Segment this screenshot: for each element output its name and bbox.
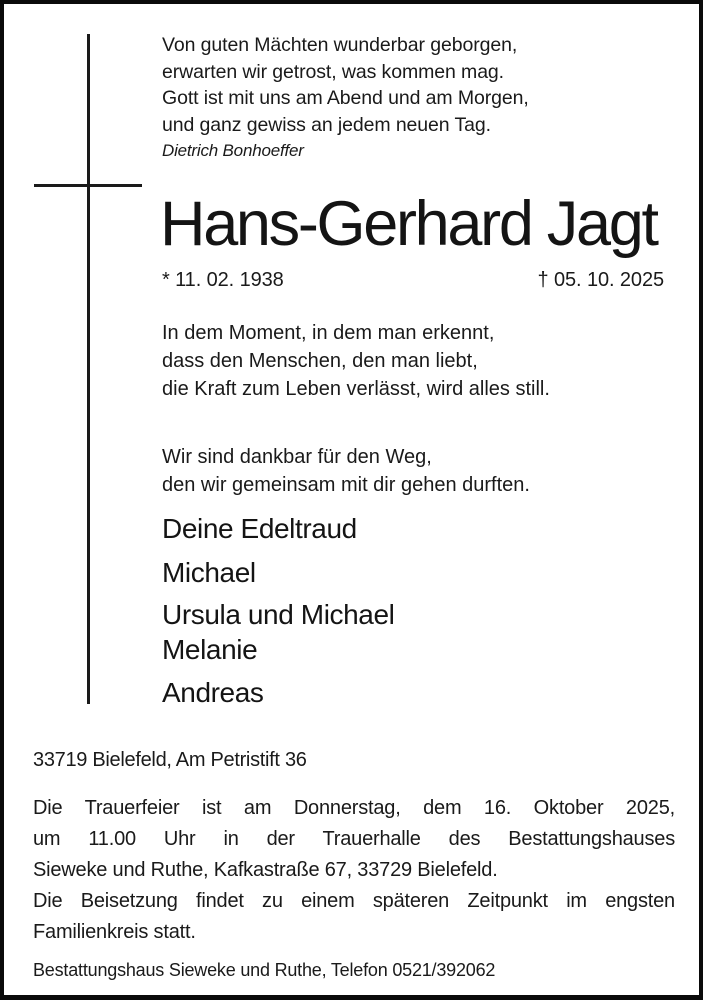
service-line: Die Beisetzung findet zu einem späteren Zeitpunkt im engsten (33, 890, 675, 912)
verse-line: Wir sind dankbar für den Weg, (162, 446, 432, 468)
funeral-home-contact: Bestattungshaus Sieweke und Ruthe, Telefon 0521/392062 (33, 960, 496, 980)
death-date: † 05. 10. 2025 (537, 269, 664, 291)
verse-line: In dem Moment, in dem man erkennt, (162, 322, 495, 344)
family-member: Michael (162, 557, 256, 588)
deceased-name: Hans-Gerhard Jagt (160, 189, 657, 259)
quote-line: Gott ist mit uns am Abend und am Morgen, (162, 87, 529, 109)
cross-vertical-bar (87, 34, 90, 704)
service-information (33, 793, 675, 948)
bonhoeffer-quote (162, 32, 529, 138)
family-member: Ursula und Michael (162, 599, 395, 630)
verse-line: dass den Menschen, den man liebt, (162, 350, 478, 372)
quote-author: Dietrich Bonhoeffer (162, 141, 304, 160)
service-line: um 11.00 Uhr in der Trauerhalle des Bestattungshauses (33, 828, 675, 850)
service-line: Familienkreis statt. (33, 921, 196, 943)
quote-line: erwarten wir getrost, was kommen mag. (162, 60, 504, 83)
cross-horizontal-bar (34, 184, 142, 187)
family-member: Deine Edeltraud (162, 513, 357, 544)
family-member: Andreas (162, 677, 264, 708)
quote-line: und ganz gewiss an jedem neuen Tag. (162, 113, 491, 136)
quote-line: Von guten Mächten wunderbar geborgen, (162, 34, 518, 56)
memorial-verse-1 (162, 319, 550, 403)
verse-line: die Kraft zum Leben verlässt, wird alles still. (162, 378, 550, 400)
verse-line: den wir gemeinsam mit dir gehen durften. (162, 474, 530, 496)
family-address: 33719 Bielefeld, Am Petristift 36 (33, 749, 307, 771)
service-line: Sieweke und Ruthe, Kafkastraße 67, 33729 Bielefeld. (33, 859, 498, 881)
birth-date: * 11. 02. 1938 (162, 269, 284, 291)
family-member: Melanie (162, 634, 258, 665)
service-line: Die Trauerfeier ist am Donnerstag, dem 16. Oktober 2025, (33, 797, 675, 819)
memorial-verse-2 (162, 443, 530, 499)
